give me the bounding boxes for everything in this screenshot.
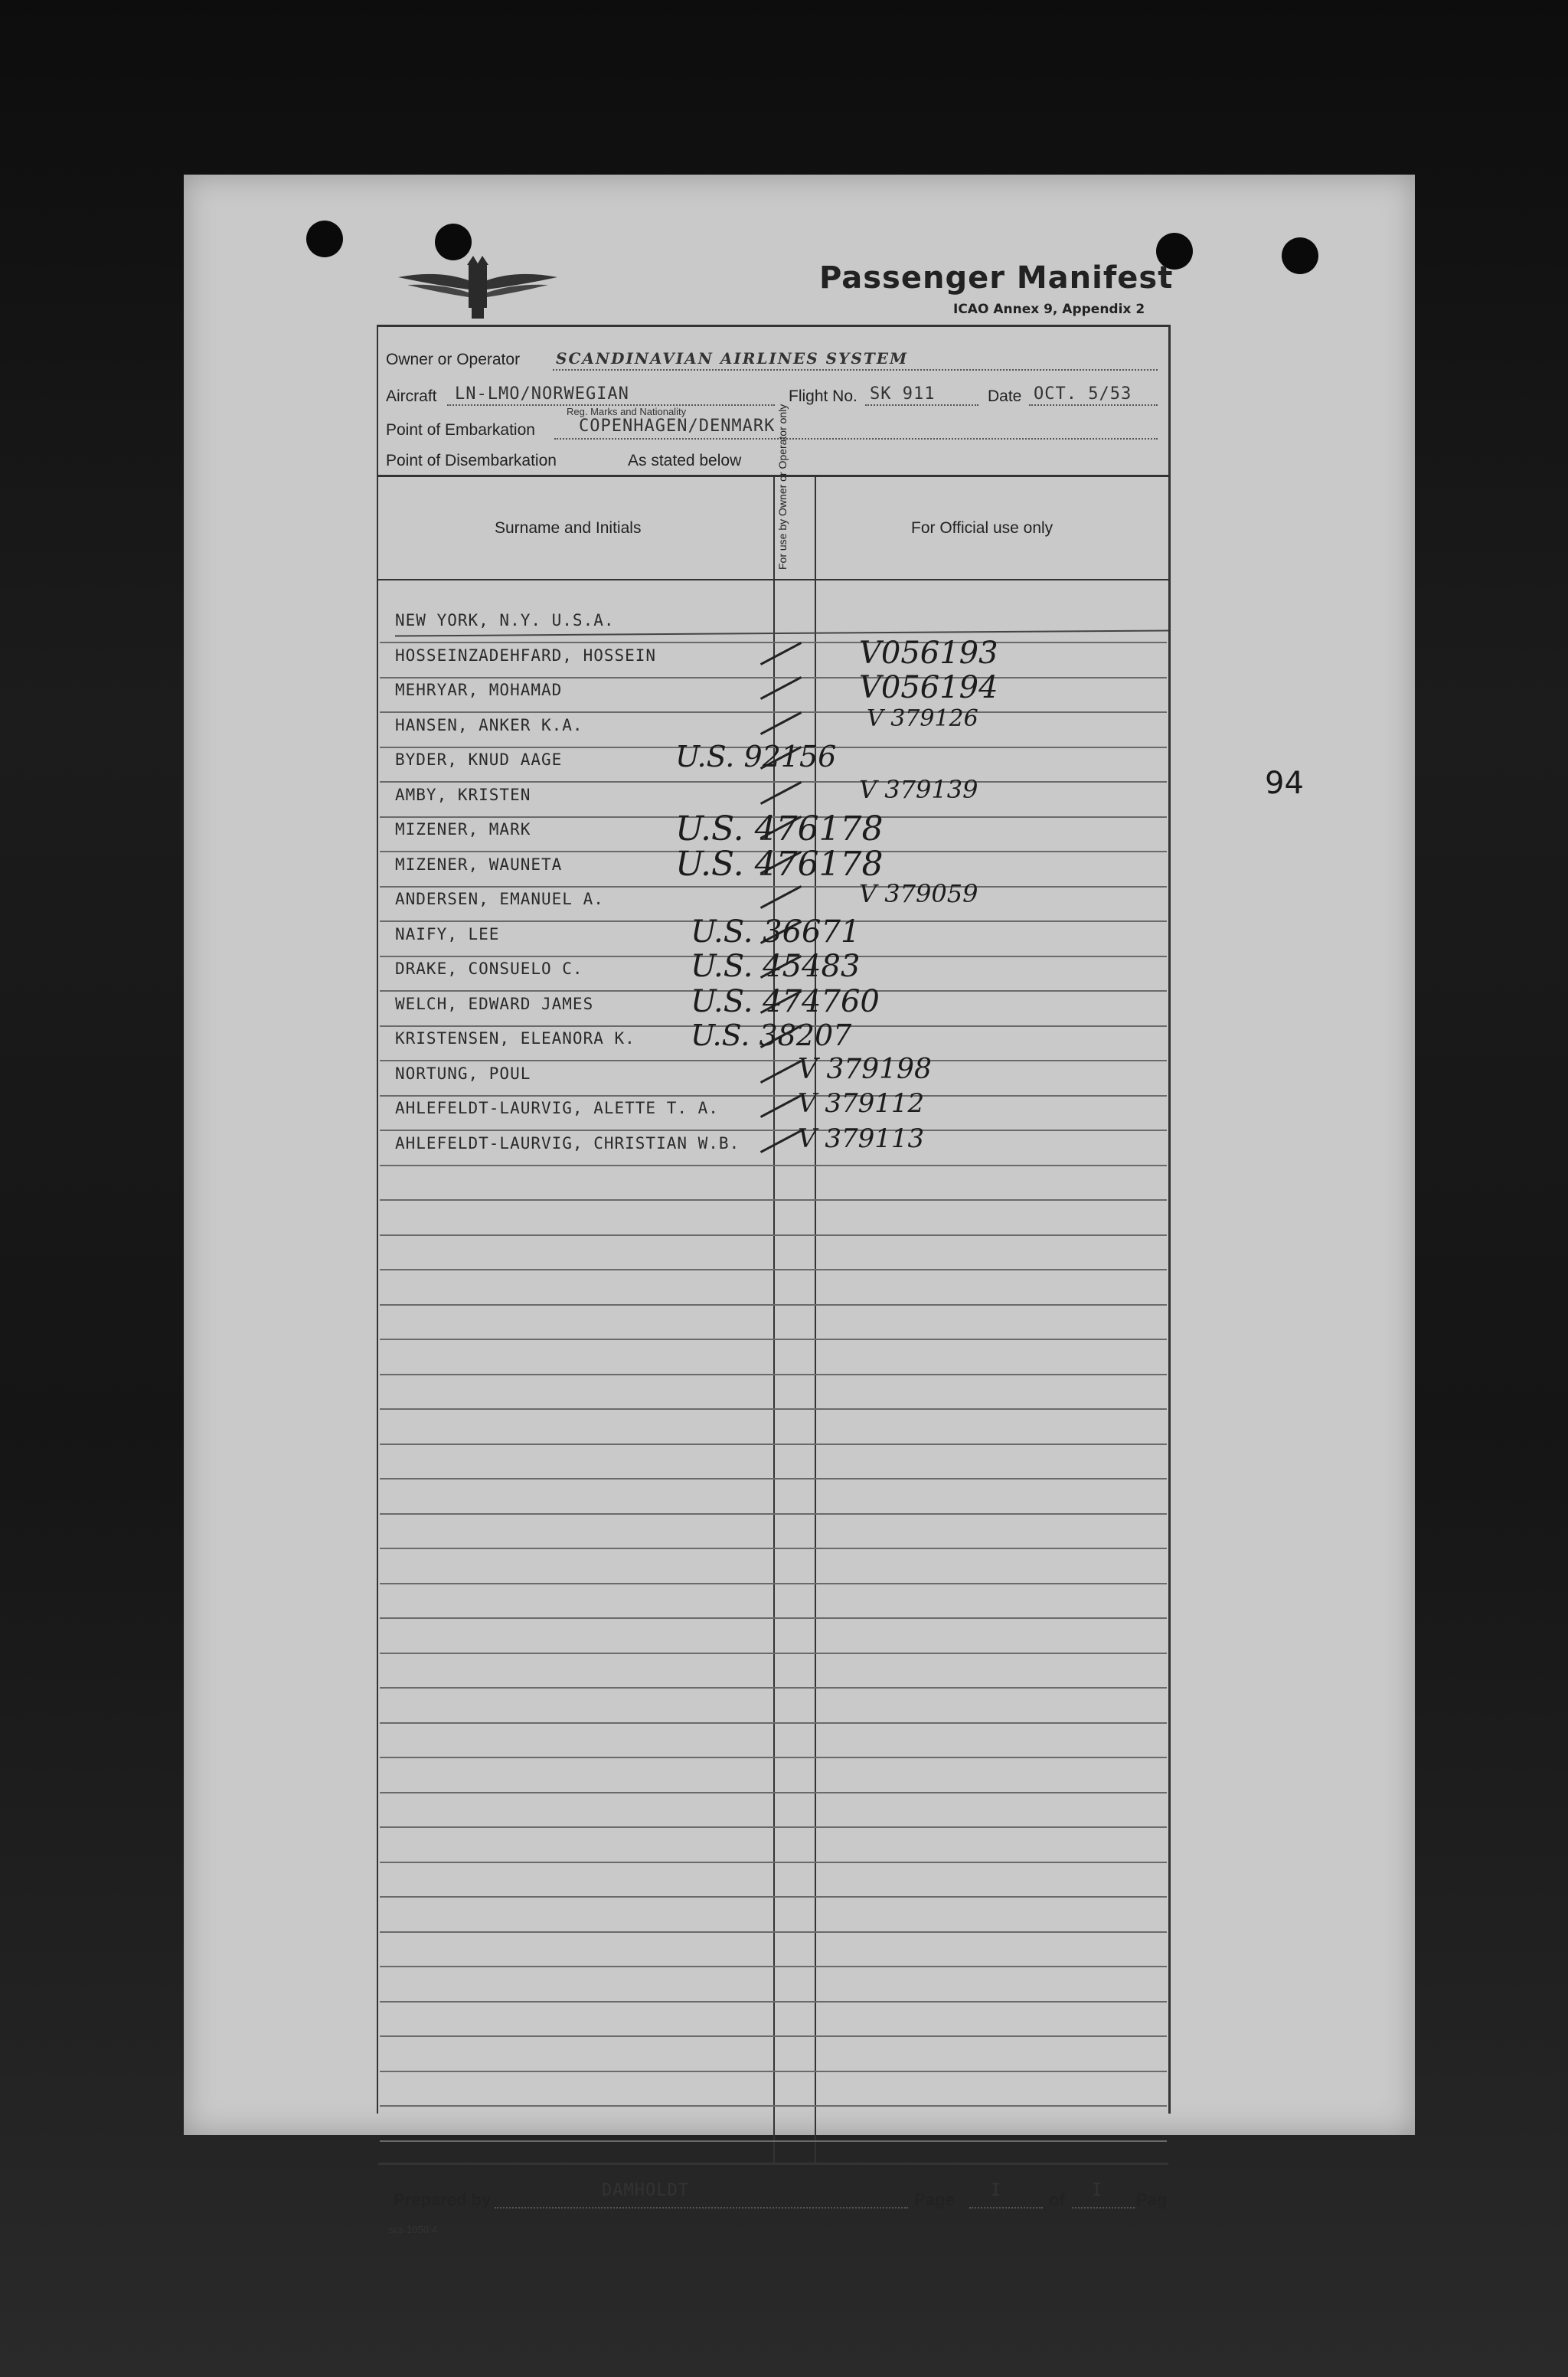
- disembark-value: As stated below: [628, 452, 742, 469]
- official-number: U.S. 45483: [691, 949, 861, 984]
- row-rule: [380, 2071, 1167, 2072]
- embark-label: Point of Embarkation: [386, 421, 535, 439]
- row-rule: [380, 1199, 1167, 1201]
- passenger-name: DRAKE, CONSUELO C.: [395, 960, 583, 978]
- row-rule: [380, 1304, 1167, 1306]
- passenger-name: AHLEFELDT-LAURVIG, CHRISTIAN W.B.: [395, 1133, 740, 1153]
- row-rule: [380, 1966, 1167, 1967]
- official-number: V 379139: [859, 774, 978, 804]
- page-value: I: [991, 2181, 1002, 2200]
- column-divider: [815, 475, 816, 2163]
- official-number: V 379059: [859, 879, 978, 908]
- punch-hole: [1282, 237, 1318, 274]
- of-value: I: [1092, 2181, 1103, 2200]
- official-column-header: For Official use only: [911, 519, 1054, 537]
- row-rule: [380, 1862, 1167, 1863]
- date-label: Date: [988, 387, 1022, 405]
- of-label: of: [1049, 2190, 1065, 2209]
- official-number: U.S. 92156: [675, 740, 837, 773]
- page-label: Page: [914, 2190, 955, 2209]
- manifest-sheet: [184, 175, 1415, 2235]
- official-number: U.S. 38207: [691, 1018, 852, 1052]
- row-rule: [380, 1444, 1167, 1445]
- flight-value: SK 911: [870, 384, 936, 404]
- row-rule: [380, 1130, 1167, 1131]
- row-rule: [380, 1826, 1167, 1828]
- row-rule: [380, 1548, 1167, 1549]
- row-rule: [380, 1478, 1167, 1479]
- check-mark: [760, 885, 802, 909]
- owner-value: SCANDINAVIAN AIRLINES SYSTEM: [556, 349, 909, 368]
- row-rule: [380, 1234, 1167, 1236]
- row-rule: [380, 1339, 1167, 1340]
- official-number: V 379198: [798, 1053, 932, 1085]
- row-rule: [380, 642, 1167, 643]
- fill-line: [865, 404, 978, 406]
- row-rule: [380, 1931, 1167, 1933]
- row-rule: [380, 2140, 1167, 2142]
- official-number: V 379126: [867, 705, 978, 732]
- row-rule: [380, 1792, 1167, 1793]
- form-subtitle: ICAO Annex 9, Appendix 2: [953, 302, 1145, 317]
- check-mark: [760, 676, 802, 700]
- destination-underline: [395, 629, 1168, 636]
- fill-line: [1072, 2207, 1135, 2209]
- official-number: V 379112: [798, 1088, 925, 1119]
- row-rule: [380, 1374, 1167, 1375]
- row-rule: [380, 1653, 1167, 1654]
- passenger-name: NEW YORK, N.Y. U.S.A.: [395, 611, 615, 629]
- passenger-name: HANSEN, ANKER K.A.: [395, 715, 583, 734]
- row-rule: [380, 1617, 1167, 1619]
- passenger-name: WELCH, EDWARD JAMES: [395, 994, 594, 1013]
- passenger-name: HOSSEINZADEHFARD, HOSSEIN: [395, 646, 657, 665]
- form-code: scs 1050:4: [389, 2224, 437, 2235]
- row-rule: [380, 1513, 1167, 1515]
- row-rule: [380, 711, 1167, 713]
- pag-label: Pag: [1136, 2190, 1168, 2209]
- row-rule: [380, 677, 1167, 678]
- disembark-label: Point of Disembarkation: [386, 452, 557, 469]
- flight-label: Flight No.: [789, 387, 858, 405]
- prepared-value: DAMHOLDT: [602, 2181, 689, 2200]
- row-rule: [380, 2105, 1167, 2107]
- passenger-name: AHLEFELDT-LAURVIG, ALETTE T. A.: [395, 1099, 719, 1117]
- passenger-name: MIZENER, MARK: [395, 820, 531, 839]
- fill-line: [1029, 404, 1158, 406]
- row-rule: [380, 1687, 1167, 1689]
- passenger-name: KRISTENSEN, ELEANORA K.: [395, 1029, 635, 1048]
- fill-line: [554, 438, 1158, 440]
- row-rule: [380, 886, 1167, 888]
- official-number: U.S. 476178: [675, 809, 884, 848]
- official-number: U.S. 474760: [691, 983, 880, 1019]
- row-rule: [380, 1408, 1167, 1410]
- punch-hole: [306, 221, 343, 257]
- embark-value: COPENHAGEN/DENMARK: [579, 417, 776, 436]
- owner-use-column-header: For use by Owner or Operator only: [776, 404, 789, 570]
- form-frame: [377, 325, 1171, 2235]
- passenger-name: BYDER, KNUD AAGE: [395, 750, 563, 769]
- passenger-name: AMBY, KRISTEN: [395, 785, 531, 804]
- check-mark: [760, 781, 802, 805]
- official-number: U.S. 476178: [675, 844, 884, 884]
- row-rule: [380, 1060, 1167, 1061]
- row-rule: [380, 1165, 1167, 1166]
- official-number: V056194: [859, 670, 998, 705]
- fill-line: [553, 369, 1158, 371]
- check-mark: [760, 642, 802, 665]
- row-rule: [380, 1095, 1167, 1097]
- airline-logo: [392, 254, 564, 323]
- row-rule: [380, 781, 1167, 783]
- fill-line: [495, 2207, 908, 2209]
- passenger-name: NORTUNG, POUL: [395, 1064, 531, 1083]
- reg-note: Reg. Marks and Nationality: [567, 406, 687, 417]
- fill-line: [969, 2207, 1043, 2209]
- passenger-name: NAIFY, LEE: [395, 924, 500, 943]
- check-mark: [760, 711, 802, 735]
- row-rule: [380, 2035, 1167, 2037]
- prepared-label: Prepared by: [394, 2190, 492, 2209]
- passenger-name: ANDERSEN, EMANUEL A.: [395, 890, 604, 908]
- check-mark: [760, 1130, 802, 1153]
- rule: [378, 2163, 1168, 2165]
- margin-number: 94: [1265, 766, 1304, 801]
- row-rule: [380, 1757, 1167, 1758]
- row-rule: [380, 1722, 1167, 1724]
- row-rule: [380, 1583, 1167, 1584]
- official-number: V056193: [859, 635, 998, 671]
- official-number: U.S. 36671: [691, 914, 861, 950]
- form-title: Passenger Manifest: [819, 260, 1174, 296]
- aircraft-label: Aircraft: [386, 387, 437, 405]
- check-mark: [760, 1060, 802, 1084]
- aircraft-value: LN-LMO/NORWEGIAN: [455, 384, 629, 404]
- passenger-name: MIZENER, WAUNETA: [395, 855, 563, 874]
- official-number: V 379113: [798, 1123, 925, 1154]
- row-rule: [380, 1896, 1167, 1898]
- row-rule: [380, 1269, 1167, 1270]
- rule: [378, 325, 1168, 327]
- check-mark: [760, 1094, 802, 1118]
- date-value: OCT. 5/53: [1034, 384, 1132, 404]
- row-rule: [380, 2001, 1167, 2003]
- owner-label: Owner or Operator: [386, 351, 521, 368]
- surname-column-header: Surname and Initials: [495, 519, 642, 537]
- passenger-name: MEHRYAR, MOHAMAD: [395, 681, 563, 699]
